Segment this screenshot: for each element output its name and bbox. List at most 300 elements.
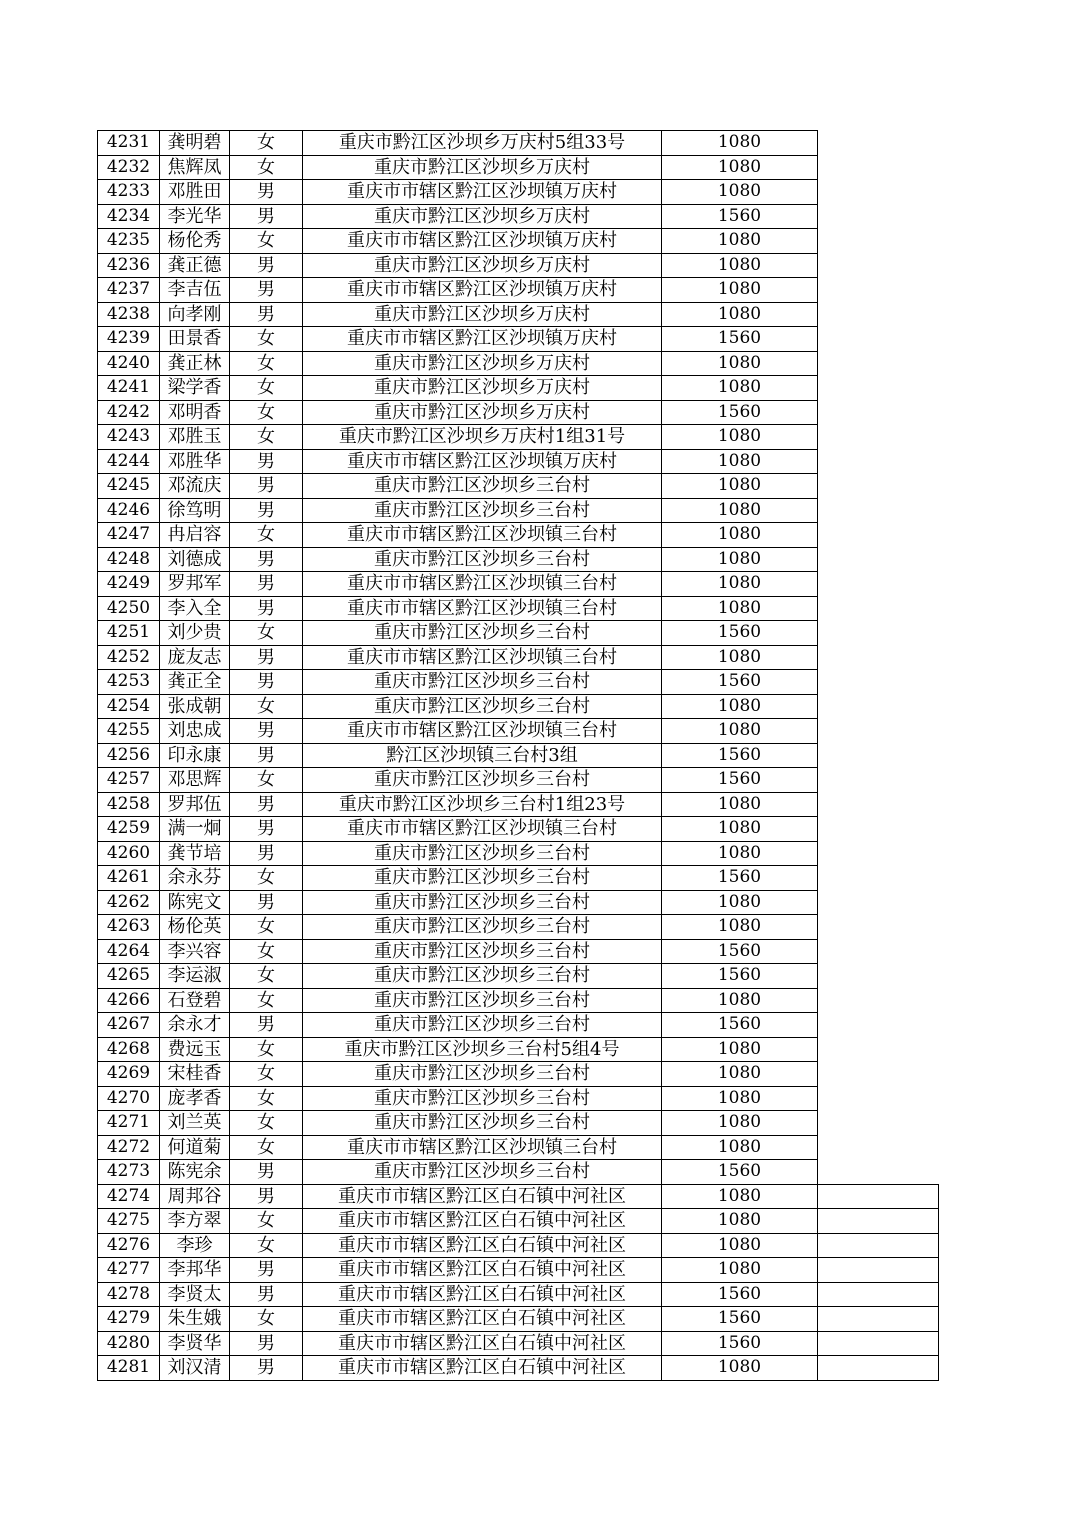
amount-cell: 1080 bbox=[662, 131, 818, 156]
sex-cell: 女 bbox=[230, 1037, 303, 1062]
table-row bbox=[98, 1282, 939, 1307]
row-number-cell: 4252 bbox=[98, 645, 160, 670]
row-number-cell: 4232 bbox=[98, 155, 160, 180]
sex-cell: 男 bbox=[230, 670, 303, 695]
amount-cell: 1080 bbox=[662, 229, 818, 254]
table-row bbox=[98, 1331, 939, 1356]
address-cell: 重庆市市辖区黔江区沙坝镇万庆村 bbox=[303, 449, 662, 474]
table-row bbox=[98, 302, 939, 327]
empty-cell bbox=[818, 400, 939, 425]
empty-cell bbox=[818, 498, 939, 523]
address-cell: 重庆市市辖区黔江区沙坝镇万庆村 bbox=[303, 180, 662, 205]
empty-cell bbox=[818, 1062, 939, 1087]
table-row bbox=[98, 1356, 939, 1381]
name-cell: 李贤太 bbox=[160, 1282, 230, 1307]
sex-cell: 男 bbox=[230, 596, 303, 621]
row-number-cell: 4242 bbox=[98, 400, 160, 425]
address-cell: 重庆市黔江区沙坝乡万庆村 bbox=[303, 155, 662, 180]
sex-cell: 女 bbox=[230, 400, 303, 425]
empty-cell bbox=[818, 596, 939, 621]
amount-cell: 1560 bbox=[662, 400, 818, 425]
sex-cell: 女 bbox=[230, 155, 303, 180]
table-row bbox=[98, 1184, 939, 1209]
table-row bbox=[98, 1062, 939, 1087]
address-cell: 重庆市黔江区沙坝乡三台村 bbox=[303, 939, 662, 964]
sex-cell: 男 bbox=[230, 1160, 303, 1185]
address-cell: 重庆市黔江区沙坝乡万庆村 bbox=[303, 376, 662, 401]
empty-cell bbox=[818, 719, 939, 744]
row-number-cell: 4281 bbox=[98, 1356, 160, 1381]
row-number-cell: 4274 bbox=[98, 1184, 160, 1209]
empty-cell bbox=[818, 1111, 939, 1136]
sex-cell: 男 bbox=[230, 547, 303, 572]
row-number-cell: 4267 bbox=[98, 1013, 160, 1038]
name-cell: 向孝刚 bbox=[160, 302, 230, 327]
amount-cell: 1560 bbox=[662, 1013, 818, 1038]
amount-cell: 1080 bbox=[662, 449, 818, 474]
address-cell: 重庆市黔江区沙坝乡三台村 bbox=[303, 547, 662, 572]
row-number-cell: 4276 bbox=[98, 1233, 160, 1258]
name-cell: 杨伦秀 bbox=[160, 229, 230, 254]
empty-cell bbox=[818, 449, 939, 474]
sex-cell: 男 bbox=[230, 743, 303, 768]
name-cell: 刘汉清 bbox=[160, 1356, 230, 1381]
address-cell: 重庆市黔江区沙坝乡三台村 bbox=[303, 1013, 662, 1038]
empty-cell bbox=[818, 376, 939, 401]
sex-cell: 男 bbox=[230, 1184, 303, 1209]
address-cell: 重庆市黔江区沙坝乡三台村 bbox=[303, 841, 662, 866]
table-row bbox=[98, 817, 939, 842]
address-cell: 重庆市市辖区黔江区沙坝镇万庆村 bbox=[303, 278, 662, 303]
sex-cell: 男 bbox=[230, 474, 303, 499]
address-cell: 重庆市市辖区黔江区沙坝镇三台村 bbox=[303, 1135, 662, 1160]
empty-cell bbox=[818, 1307, 939, 1332]
name-cell: 宋桂香 bbox=[160, 1062, 230, 1087]
name-cell: 李珍 bbox=[160, 1233, 230, 1258]
amount-cell: 1560 bbox=[662, 743, 818, 768]
sex-cell: 男 bbox=[230, 1258, 303, 1283]
sex-cell: 男 bbox=[230, 719, 303, 744]
sex-cell: 女 bbox=[230, 768, 303, 793]
sex-cell: 女 bbox=[230, 1307, 303, 1332]
sex-cell: 女 bbox=[230, 866, 303, 891]
name-cell: 龚明碧 bbox=[160, 131, 230, 156]
address-cell: 重庆市市辖区黔江区沙坝镇万庆村 bbox=[303, 327, 662, 352]
amount-cell: 1560 bbox=[662, 1307, 818, 1332]
empty-cell bbox=[818, 572, 939, 597]
address-cell: 重庆市黔江区沙坝乡三台村5组4号 bbox=[303, 1037, 662, 1062]
table-row bbox=[98, 1013, 939, 1038]
sex-cell: 女 bbox=[230, 1111, 303, 1136]
empty-cell bbox=[818, 621, 939, 646]
empty-cell bbox=[818, 327, 939, 352]
amount-cell: 1080 bbox=[662, 1062, 818, 1087]
address-cell: 重庆市黔江区沙坝乡三台村 bbox=[303, 866, 662, 891]
row-number-cell: 4246 bbox=[98, 498, 160, 523]
table-row bbox=[98, 719, 939, 744]
address-cell: 重庆市市辖区黔江区白石镇中河社区 bbox=[303, 1233, 662, 1258]
table-row bbox=[98, 988, 939, 1013]
empty-cell bbox=[818, 474, 939, 499]
address-cell: 重庆市市辖区黔江区白石镇中河社区 bbox=[303, 1307, 662, 1332]
row-number-cell: 4266 bbox=[98, 988, 160, 1013]
address-cell: 黔江区沙坝镇三台村3组 bbox=[303, 743, 662, 768]
row-number-cell: 4277 bbox=[98, 1258, 160, 1283]
sex-cell: 男 bbox=[230, 1356, 303, 1381]
empty-cell bbox=[818, 1282, 939, 1307]
table-row bbox=[98, 498, 939, 523]
address-cell: 重庆市黔江区沙坝乡三台村 bbox=[303, 694, 662, 719]
empty-cell bbox=[818, 694, 939, 719]
empty-cell bbox=[818, 1258, 939, 1283]
table-row bbox=[98, 229, 939, 254]
address-cell: 重庆市黔江区沙坝乡三台村 bbox=[303, 1111, 662, 1136]
row-number-cell: 4250 bbox=[98, 596, 160, 621]
name-cell: 冉启容 bbox=[160, 523, 230, 548]
address-cell: 重庆市黔江区沙坝乡三台村 bbox=[303, 890, 662, 915]
row-number-cell: 4260 bbox=[98, 841, 160, 866]
name-cell: 李入全 bbox=[160, 596, 230, 621]
address-cell: 重庆市黔江区沙坝乡三台村 bbox=[303, 621, 662, 646]
name-cell: 田景香 bbox=[160, 327, 230, 352]
address-cell: 重庆市黔江区沙坝乡三台村 bbox=[303, 1160, 662, 1185]
name-cell: 李光华 bbox=[160, 204, 230, 229]
table-row bbox=[98, 621, 939, 646]
table-row bbox=[98, 474, 939, 499]
table-body bbox=[98, 131, 939, 1381]
sex-cell: 女 bbox=[230, 1062, 303, 1087]
empty-cell bbox=[818, 817, 939, 842]
amount-cell: 1560 bbox=[662, 621, 818, 646]
address-cell: 重庆市黔江区沙坝乡万庆村 bbox=[303, 253, 662, 278]
empty-cell bbox=[818, 155, 939, 180]
sex-cell: 男 bbox=[230, 1282, 303, 1307]
name-cell: 邓思辉 bbox=[160, 768, 230, 793]
name-cell: 张成朝 bbox=[160, 694, 230, 719]
sex-cell: 女 bbox=[230, 988, 303, 1013]
empty-cell bbox=[818, 1233, 939, 1258]
sex-cell: 女 bbox=[230, 964, 303, 989]
sex-cell: 男 bbox=[230, 1331, 303, 1356]
name-cell: 龚节培 bbox=[160, 841, 230, 866]
sex-cell: 女 bbox=[230, 425, 303, 450]
table-row bbox=[98, 327, 939, 352]
name-cell: 陈宪文 bbox=[160, 890, 230, 915]
sex-cell: 女 bbox=[230, 229, 303, 254]
name-cell: 邓胜田 bbox=[160, 180, 230, 205]
address-cell: 重庆市黔江区沙坝乡三台村 bbox=[303, 498, 662, 523]
row-number-cell: 4273 bbox=[98, 1160, 160, 1185]
name-cell: 邓明香 bbox=[160, 400, 230, 425]
amount-cell: 1080 bbox=[662, 572, 818, 597]
sex-cell: 男 bbox=[230, 1013, 303, 1038]
empty-cell bbox=[818, 1160, 939, 1185]
row-number-cell: 4271 bbox=[98, 1111, 160, 1136]
empty-cell bbox=[818, 1013, 939, 1038]
sex-cell: 男 bbox=[230, 302, 303, 327]
sex-cell: 女 bbox=[230, 621, 303, 646]
row-number-cell: 4237 bbox=[98, 278, 160, 303]
empty-cell bbox=[818, 964, 939, 989]
row-number-cell: 4278 bbox=[98, 1282, 160, 1307]
table-row bbox=[98, 768, 939, 793]
name-cell: 李吉伍 bbox=[160, 278, 230, 303]
row-number-cell: 4279 bbox=[98, 1307, 160, 1332]
row-number-cell: 4256 bbox=[98, 743, 160, 768]
table-row bbox=[98, 449, 939, 474]
table-row bbox=[98, 572, 939, 597]
sex-cell: 女 bbox=[230, 327, 303, 352]
row-number-cell: 4249 bbox=[98, 572, 160, 597]
sex-cell: 女 bbox=[230, 131, 303, 156]
row-number-cell: 4238 bbox=[98, 302, 160, 327]
amount-cell: 1560 bbox=[662, 1160, 818, 1185]
empty-cell bbox=[818, 204, 939, 229]
amount-cell: 1080 bbox=[662, 278, 818, 303]
amount-cell: 1080 bbox=[662, 1258, 818, 1283]
amount-cell: 1080 bbox=[662, 1233, 818, 1258]
row-number-cell: 4257 bbox=[98, 768, 160, 793]
empty-cell bbox=[818, 523, 939, 548]
table-row bbox=[98, 253, 939, 278]
amount-cell: 1080 bbox=[662, 425, 818, 450]
table-row bbox=[98, 1111, 939, 1136]
address-cell: 重庆市市辖区黔江区沙坝镇三台村 bbox=[303, 523, 662, 548]
sex-cell: 女 bbox=[230, 1086, 303, 1111]
empty-cell bbox=[818, 1209, 939, 1234]
address-cell: 重庆市黔江区沙坝乡万庆村 bbox=[303, 351, 662, 376]
empty-cell bbox=[818, 547, 939, 572]
row-number-cell: 4269 bbox=[98, 1062, 160, 1087]
amount-cell: 1080 bbox=[662, 694, 818, 719]
name-cell: 龚正德 bbox=[160, 253, 230, 278]
row-number-cell: 4243 bbox=[98, 425, 160, 450]
empty-cell bbox=[818, 768, 939, 793]
empty-cell bbox=[818, 1184, 939, 1209]
name-cell: 印永康 bbox=[160, 743, 230, 768]
amount-cell: 1080 bbox=[662, 1111, 818, 1136]
address-cell: 重庆市市辖区黔江区沙坝镇三台村 bbox=[303, 645, 662, 670]
name-cell: 罗邦伍 bbox=[160, 792, 230, 817]
amount-cell: 1560 bbox=[662, 204, 818, 229]
row-number-cell: 4231 bbox=[98, 131, 160, 156]
row-number-cell: 4235 bbox=[98, 229, 160, 254]
amount-cell: 1560 bbox=[662, 939, 818, 964]
amount-cell: 1080 bbox=[662, 1184, 818, 1209]
row-number-cell: 4239 bbox=[98, 327, 160, 352]
name-cell: 费远玉 bbox=[160, 1037, 230, 1062]
address-cell: 重庆市市辖区黔江区白石镇中河社区 bbox=[303, 1356, 662, 1381]
row-number-cell: 4251 bbox=[98, 621, 160, 646]
empty-cell bbox=[818, 1135, 939, 1160]
empty-cell bbox=[818, 1037, 939, 1062]
table-row bbox=[98, 400, 939, 425]
sex-cell: 女 bbox=[230, 351, 303, 376]
name-cell: 刘忠成 bbox=[160, 719, 230, 744]
sex-cell: 女 bbox=[230, 1135, 303, 1160]
row-number-cell: 4258 bbox=[98, 792, 160, 817]
table-row bbox=[98, 155, 939, 180]
amount-cell: 1080 bbox=[662, 890, 818, 915]
sex-cell: 男 bbox=[230, 572, 303, 597]
sex-cell: 男 bbox=[230, 841, 303, 866]
row-number-cell: 4245 bbox=[98, 474, 160, 499]
address-cell: 重庆市黔江区沙坝乡三台村1组23号 bbox=[303, 792, 662, 817]
table-row bbox=[98, 1160, 939, 1185]
address-cell: 重庆市黔江区沙坝乡万庆村5组33号 bbox=[303, 131, 662, 156]
sex-cell: 女 bbox=[230, 1233, 303, 1258]
empty-cell bbox=[818, 743, 939, 768]
table-row bbox=[98, 1086, 939, 1111]
sex-cell: 女 bbox=[230, 1209, 303, 1234]
address-cell: 重庆市黔江区沙坝乡三台村 bbox=[303, 1086, 662, 1111]
empty-cell bbox=[818, 229, 939, 254]
amount-cell: 1080 bbox=[662, 1356, 818, 1381]
table-row bbox=[98, 131, 939, 156]
row-number-cell: 4240 bbox=[98, 351, 160, 376]
empty-cell bbox=[818, 792, 939, 817]
address-cell: 重庆市市辖区黔江区沙坝镇三台村 bbox=[303, 817, 662, 842]
table-row bbox=[98, 670, 939, 695]
name-cell: 李贤华 bbox=[160, 1331, 230, 1356]
row-number-cell: 4255 bbox=[98, 719, 160, 744]
amount-cell: 1560 bbox=[662, 1331, 818, 1356]
amount-cell: 1080 bbox=[662, 376, 818, 401]
row-number-cell: 4280 bbox=[98, 1331, 160, 1356]
table-row bbox=[98, 376, 939, 401]
name-cell: 焦辉凤 bbox=[160, 155, 230, 180]
table-row bbox=[98, 547, 939, 572]
sex-cell: 男 bbox=[230, 253, 303, 278]
sex-cell: 男 bbox=[230, 449, 303, 474]
table-row bbox=[98, 939, 939, 964]
sex-cell: 男 bbox=[230, 204, 303, 229]
table-row bbox=[98, 1307, 939, 1332]
empty-cell bbox=[818, 866, 939, 891]
amount-cell: 1080 bbox=[662, 547, 818, 572]
empty-cell bbox=[818, 841, 939, 866]
amount-cell: 1560 bbox=[662, 866, 818, 891]
name-cell: 罗邦军 bbox=[160, 572, 230, 597]
empty-cell bbox=[818, 1331, 939, 1356]
amount-cell: 1080 bbox=[662, 988, 818, 1013]
table-row bbox=[98, 1258, 939, 1283]
row-number-cell: 4275 bbox=[98, 1209, 160, 1234]
sex-cell: 男 bbox=[230, 890, 303, 915]
sex-cell: 女 bbox=[230, 523, 303, 548]
empty-cell bbox=[818, 890, 939, 915]
empty-cell bbox=[818, 278, 939, 303]
table-row bbox=[98, 964, 939, 989]
address-cell: 重庆市黔江区沙坝乡三台村 bbox=[303, 964, 662, 989]
name-cell: 李兴容 bbox=[160, 939, 230, 964]
table-row bbox=[98, 596, 939, 621]
amount-cell: 1080 bbox=[662, 645, 818, 670]
row-number-cell: 4254 bbox=[98, 694, 160, 719]
spreadsheet-page bbox=[97, 130, 939, 1381]
sex-cell: 女 bbox=[230, 915, 303, 940]
name-cell: 龚正全 bbox=[160, 670, 230, 695]
amount-cell: 1560 bbox=[662, 964, 818, 989]
amount-cell: 1080 bbox=[662, 817, 818, 842]
amount-cell: 1080 bbox=[662, 1135, 818, 1160]
name-cell: 刘德成 bbox=[160, 547, 230, 572]
row-number-cell: 4248 bbox=[98, 547, 160, 572]
table-row bbox=[98, 743, 939, 768]
name-cell: 龚正林 bbox=[160, 351, 230, 376]
row-number-cell: 4261 bbox=[98, 866, 160, 891]
amount-cell: 1080 bbox=[662, 596, 818, 621]
table-row bbox=[98, 278, 939, 303]
name-cell: 刘少贵 bbox=[160, 621, 230, 646]
empty-cell bbox=[818, 915, 939, 940]
amount-cell: 1560 bbox=[662, 1282, 818, 1307]
empty-cell bbox=[818, 425, 939, 450]
address-cell: 重庆市市辖区黔江区沙坝镇万庆村 bbox=[303, 229, 662, 254]
name-cell: 余永芬 bbox=[160, 866, 230, 891]
row-number-cell: 4259 bbox=[98, 817, 160, 842]
empty-cell bbox=[818, 645, 939, 670]
address-cell: 重庆市黔江区沙坝乡万庆村 bbox=[303, 204, 662, 229]
table-row bbox=[98, 645, 939, 670]
amount-cell: 1560 bbox=[662, 768, 818, 793]
address-cell: 重庆市黔江区沙坝乡万庆村 bbox=[303, 302, 662, 327]
row-number-cell: 4272 bbox=[98, 1135, 160, 1160]
amount-cell: 1080 bbox=[662, 302, 818, 327]
table-row bbox=[98, 204, 939, 229]
amount-cell: 1080 bbox=[662, 253, 818, 278]
table-row bbox=[98, 1037, 939, 1062]
row-number-cell: 4265 bbox=[98, 964, 160, 989]
address-cell: 重庆市市辖区黔江区白石镇中河社区 bbox=[303, 1258, 662, 1283]
address-cell: 重庆市市辖区黔江区白石镇中河社区 bbox=[303, 1331, 662, 1356]
address-cell: 重庆市市辖区黔江区白石镇中河社区 bbox=[303, 1209, 662, 1234]
row-number-cell: 4270 bbox=[98, 1086, 160, 1111]
address-cell: 重庆市市辖区黔江区沙坝镇三台村 bbox=[303, 719, 662, 744]
address-cell: 重庆市黔江区沙坝乡三台村 bbox=[303, 988, 662, 1013]
amount-cell: 1080 bbox=[662, 1037, 818, 1062]
table-row bbox=[98, 425, 939, 450]
name-cell: 徐笃明 bbox=[160, 498, 230, 523]
table-row bbox=[98, 694, 939, 719]
address-cell: 重庆市市辖区黔江区沙坝镇三台村 bbox=[303, 596, 662, 621]
amount-cell: 1080 bbox=[662, 498, 818, 523]
amount-cell: 1080 bbox=[662, 719, 818, 744]
name-cell: 庞友志 bbox=[160, 645, 230, 670]
row-number-cell: 4268 bbox=[98, 1037, 160, 1062]
name-cell: 梁学香 bbox=[160, 376, 230, 401]
row-number-cell: 4241 bbox=[98, 376, 160, 401]
sex-cell: 女 bbox=[230, 939, 303, 964]
name-cell: 刘兰英 bbox=[160, 1111, 230, 1136]
name-cell: 石登碧 bbox=[160, 988, 230, 1013]
empty-cell bbox=[818, 670, 939, 695]
empty-cell bbox=[818, 253, 939, 278]
table-row bbox=[98, 523, 939, 548]
name-cell: 周邦谷 bbox=[160, 1184, 230, 1209]
amount-cell: 1080 bbox=[662, 523, 818, 548]
table-row bbox=[98, 1233, 939, 1258]
row-number-cell: 4236 bbox=[98, 253, 160, 278]
sex-cell: 男 bbox=[230, 792, 303, 817]
name-cell: 何道菊 bbox=[160, 1135, 230, 1160]
amount-cell: 1080 bbox=[662, 792, 818, 817]
address-cell: 重庆市市辖区黔江区白石镇中河社区 bbox=[303, 1184, 662, 1209]
address-cell: 重庆市黔江区沙坝乡三台村 bbox=[303, 670, 662, 695]
amount-cell: 1080 bbox=[662, 155, 818, 180]
empty-cell bbox=[818, 1356, 939, 1381]
table-row bbox=[98, 890, 939, 915]
